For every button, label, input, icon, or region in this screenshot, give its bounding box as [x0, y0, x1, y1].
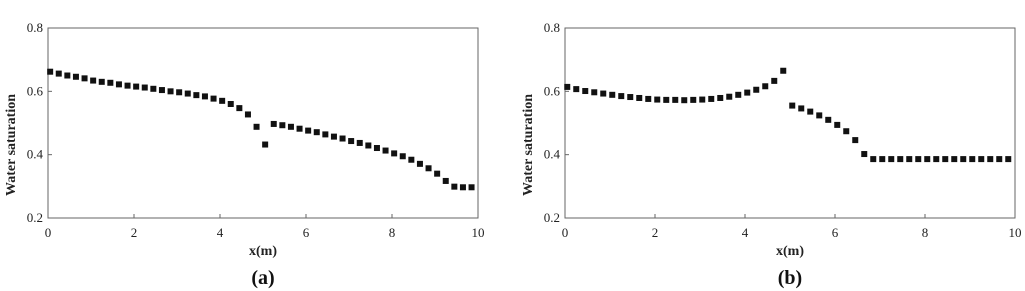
chart-panel-a: [4, 20, 485, 289]
data-point: [348, 138, 354, 144]
data-point: [262, 142, 268, 148]
data-point: [314, 129, 320, 135]
x-tick-label: 6: [831, 225, 839, 240]
data-point: [185, 91, 191, 97]
data-point: [618, 93, 624, 99]
data-point: [193, 92, 199, 98]
data-point: [960, 156, 966, 162]
y-axis-label: Water saturation: [521, 93, 536, 197]
data-point: [99, 79, 105, 85]
panel-label: (b): [777, 267, 803, 289]
data-point: [426, 165, 432, 171]
data-point: [305, 128, 311, 134]
data-point: [1005, 156, 1011, 162]
data-point: [726, 94, 732, 100]
data-point: [279, 122, 285, 128]
data-point: [609, 92, 615, 98]
x-tick-label: 10: [1008, 225, 1022, 240]
y-tick-label: 0.4: [26, 146, 43, 162]
data-point: [408, 157, 414, 163]
x-tick-label: 6: [302, 225, 310, 240]
data-point: [645, 96, 651, 102]
data-point: [417, 161, 423, 167]
data-point: [159, 87, 165, 93]
data-point: [116, 81, 122, 87]
data-point: [582, 88, 588, 94]
data-point: [400, 153, 406, 159]
data-point: [744, 90, 750, 96]
data-point: [90, 78, 96, 84]
y-tick-label: 0.6: [26, 83, 43, 99]
y-tick-label: 0.6: [543, 83, 560, 99]
data-point: [654, 97, 660, 103]
chart-panel-b: [521, 20, 1022, 289]
data-point: [789, 103, 795, 109]
data-point: [888, 156, 894, 162]
data-point: [228, 101, 234, 107]
plot-frame: [48, 28, 478, 218]
data-point: [861, 151, 867, 157]
data-point: [879, 156, 885, 162]
data-point: [600, 91, 606, 97]
data-point: [443, 178, 449, 184]
data-point: [708, 96, 714, 102]
data-point: [142, 85, 148, 91]
data-point: [176, 89, 182, 95]
data-point: [636, 95, 642, 101]
data-point: [168, 88, 174, 94]
data-point: [663, 97, 669, 103]
data-point: [717, 95, 723, 101]
data-point: [331, 134, 337, 140]
data-point: [107, 80, 113, 86]
data-point: [951, 156, 957, 162]
data-point: [219, 98, 225, 104]
x-tick-label: 8: [921, 225, 929, 240]
plot-frame: [565, 28, 1015, 218]
data-point: [288, 124, 294, 130]
panel-label: (a): [251, 267, 275, 289]
data-point: [434, 171, 440, 177]
x-tick-label: 0: [44, 225, 52, 240]
y-tick-label: 0.2: [26, 210, 43, 225]
data-point: [374, 145, 380, 151]
data-point: [870, 156, 876, 162]
data-point: [469, 184, 475, 190]
data-point: [47, 69, 53, 75]
data-point: [133, 84, 139, 90]
y-tick-label: 0.8: [26, 20, 43, 35]
data-point: [340, 136, 346, 142]
data-point: [64, 73, 70, 79]
data-point: [322, 131, 328, 137]
data-point: [202, 93, 208, 99]
data-point: [236, 105, 242, 111]
data-point: [807, 109, 813, 115]
data-point: [391, 150, 397, 156]
x-tick-label: 4: [741, 225, 749, 240]
data-point: [56, 71, 62, 77]
data-point: [245, 111, 251, 117]
data-point: [780, 68, 786, 74]
data-point: [271, 121, 277, 127]
data-point: [627, 94, 633, 100]
data-point: [672, 97, 678, 103]
data-point: [460, 184, 466, 190]
data-point: [383, 148, 389, 154]
data-point: [798, 105, 804, 111]
data-point: [996, 156, 1002, 162]
data-point: [211, 96, 217, 102]
data-point: [357, 140, 363, 146]
x-axis-label: x(m): [776, 244, 804, 259]
x-tick-label: 2: [651, 225, 659, 240]
y-tick-label: 0.4: [543, 146, 560, 162]
data-point: [924, 156, 930, 162]
data-point: [125, 83, 131, 89]
data-point: [365, 142, 371, 148]
y-tick-label: 0.8: [543, 20, 560, 35]
data-point: [573, 86, 579, 92]
data-point: [933, 156, 939, 162]
data-point: [73, 74, 79, 80]
x-axis-label: x(m): [249, 244, 277, 259]
x-tick-label: 4: [216, 225, 224, 240]
data-point: [150, 86, 156, 92]
data-point: [699, 97, 705, 103]
data-point: [825, 117, 831, 123]
data-point: [690, 97, 696, 103]
data-point: [897, 156, 903, 162]
data-point: [564, 84, 570, 90]
data-point: [969, 156, 975, 162]
data-point: [591, 89, 597, 95]
x-tick-label: 8: [388, 225, 396, 240]
data-point: [942, 156, 948, 162]
data-point: [762, 83, 768, 89]
data-point: [82, 75, 88, 81]
data-point: [843, 128, 849, 134]
data-point: [297, 126, 303, 132]
y-tick-label: 0.2: [543, 210, 560, 225]
data-point: [771, 78, 777, 84]
x-tick-label: 10: [471, 225, 485, 240]
data-point: [735, 92, 741, 98]
data-point: [915, 156, 921, 162]
data-point: [978, 156, 984, 162]
data-point: [852, 137, 858, 143]
x-tick-label: 2: [130, 225, 138, 240]
data-point: [987, 156, 993, 162]
x-tick-label: 0: [561, 225, 569, 240]
data-point: [681, 97, 687, 103]
data-point: [816, 112, 822, 118]
data-point: [254, 124, 260, 130]
data-point: [906, 156, 912, 162]
data-point: [753, 87, 759, 93]
y-axis-label: Water saturation: [4, 93, 19, 197]
data-point: [834, 122, 840, 128]
data-point: [451, 184, 457, 190]
